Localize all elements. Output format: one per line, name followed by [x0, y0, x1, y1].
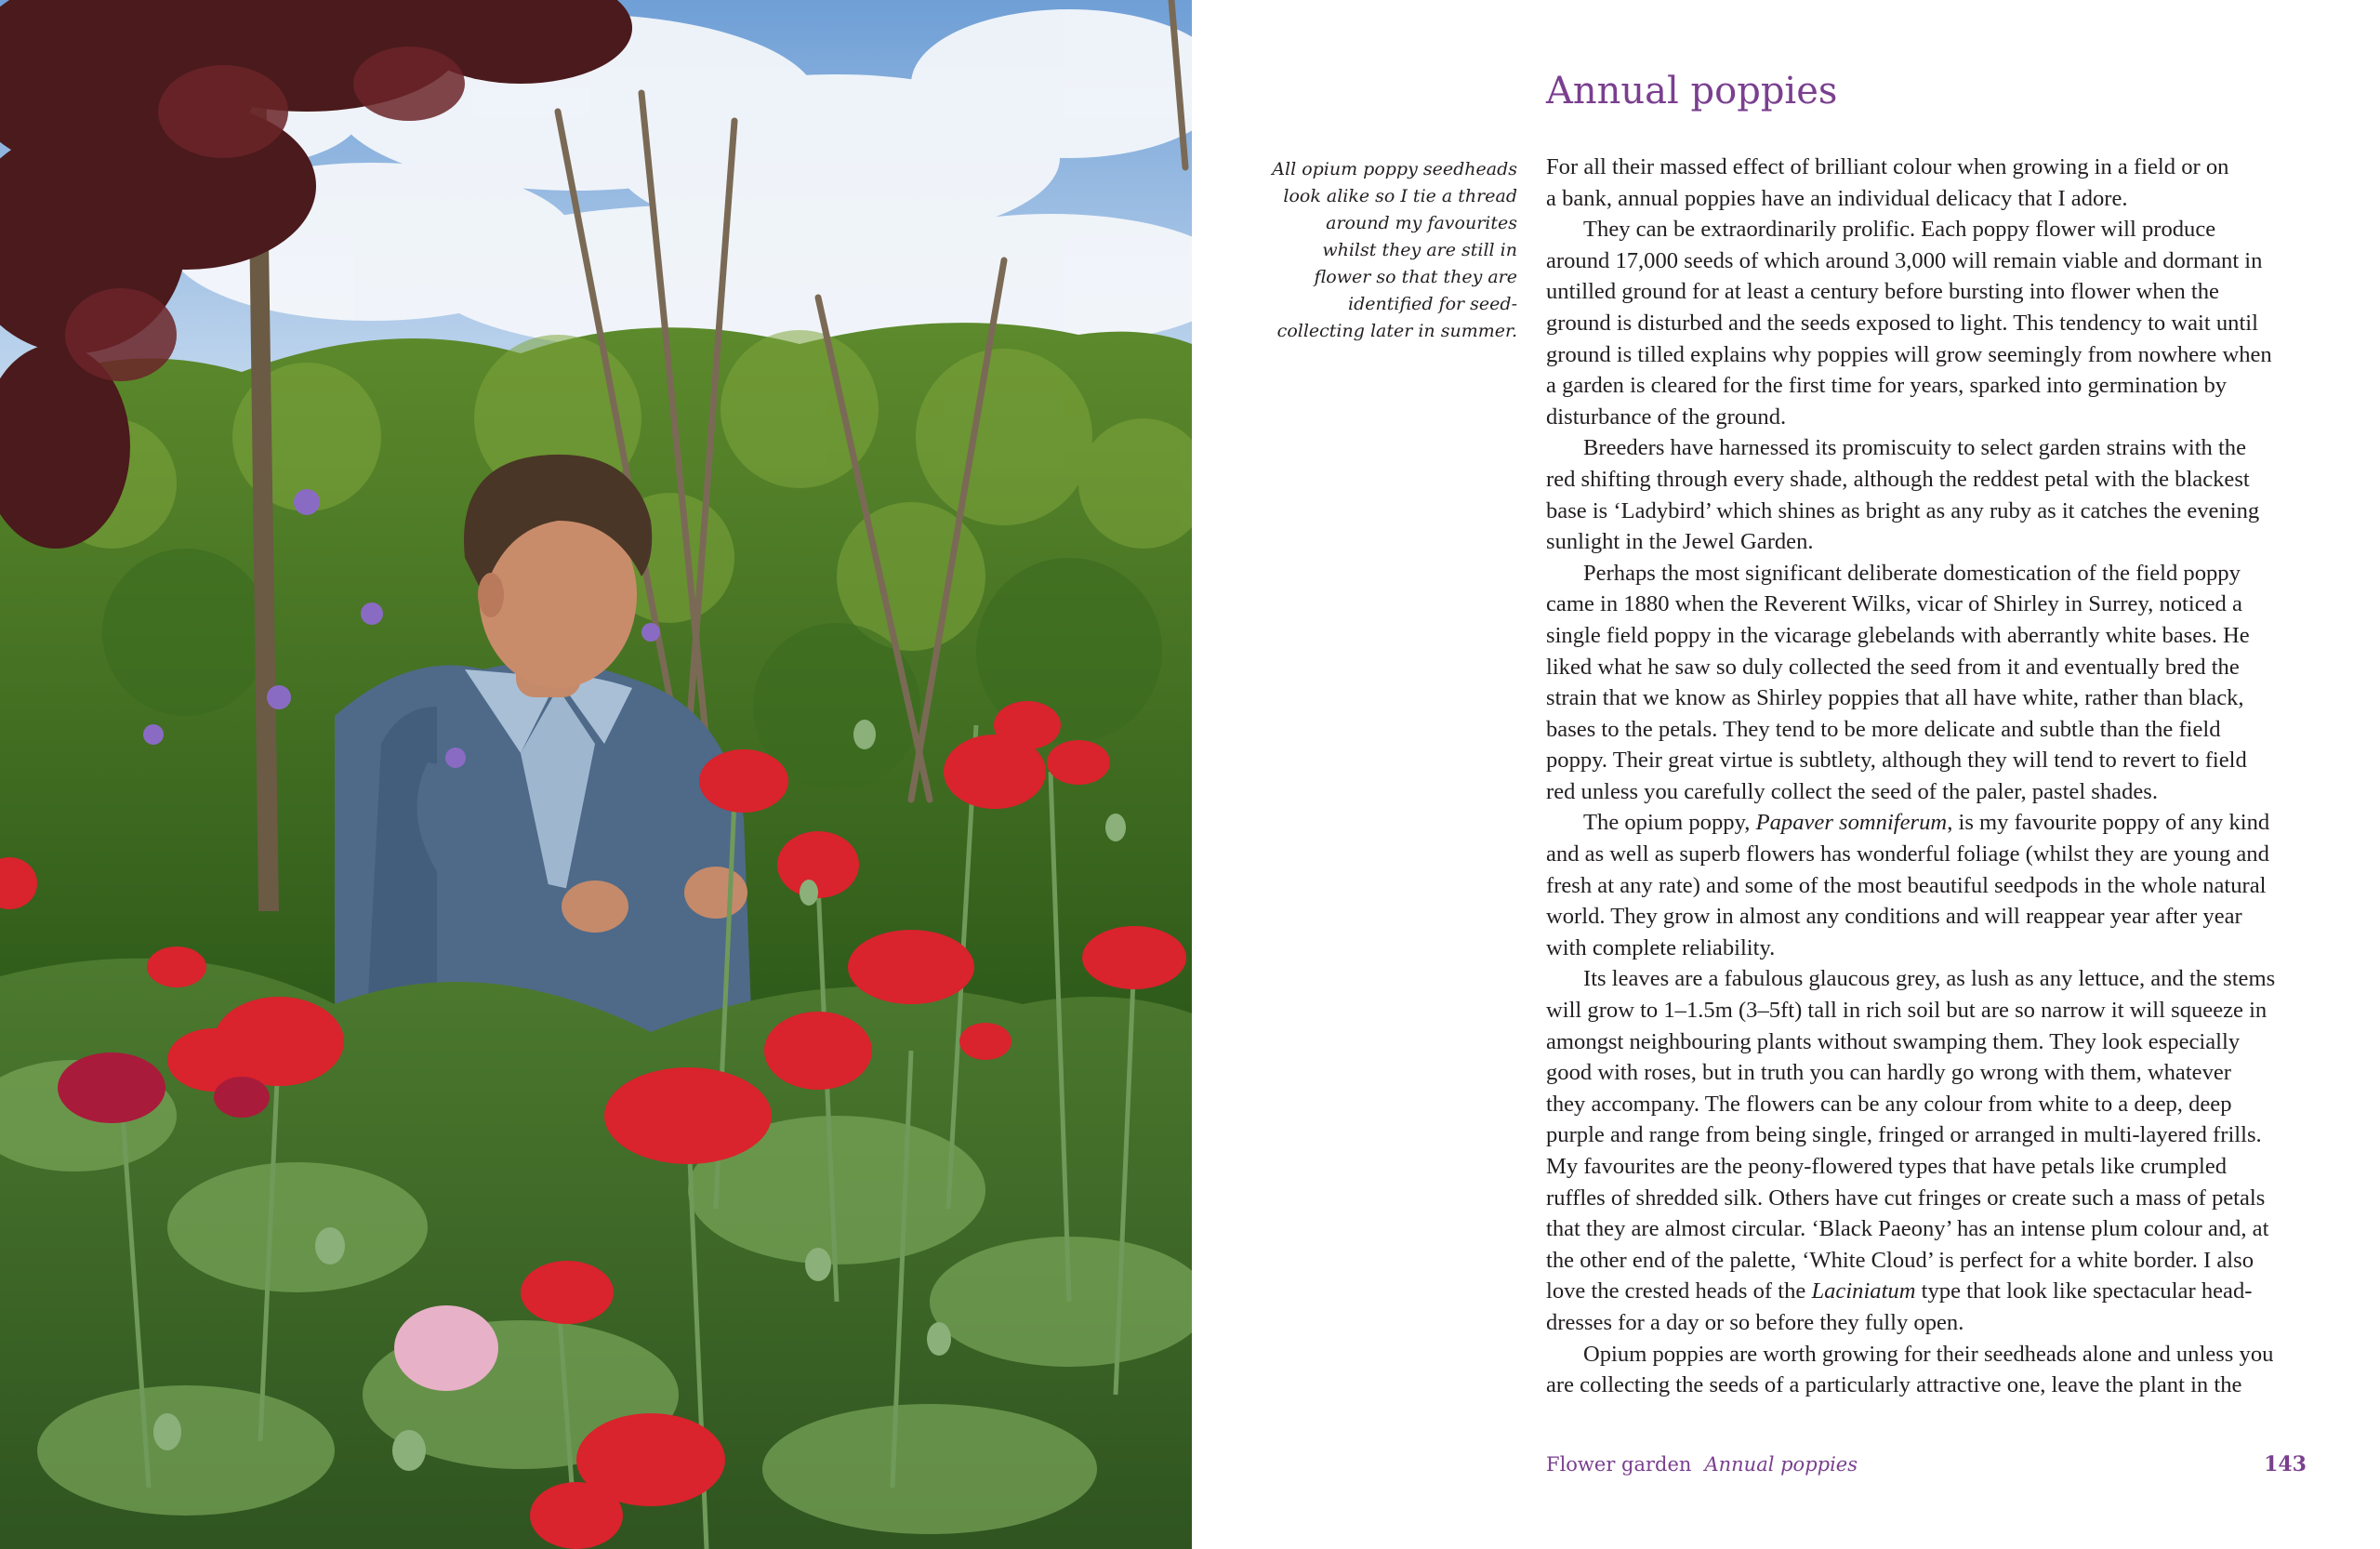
body-line: ground is disturbed and the seeds exposed to light. This tendency to wait until	[1546, 310, 2258, 336]
body-text: type that look like spectacular head-	[1915, 1278, 2253, 1304]
body-line: world. They grow in almost any conditions and will reappear year after year	[1546, 904, 2242, 930]
cultivar-type: Laciniatum	[1811, 1278, 1916, 1304]
body-text: The opium poppy,	[1583, 810, 1756, 836]
body-line: My favourites are the peony-flowered types that have petals like crumpled	[1546, 1154, 2228, 1179]
body-line: are collecting the seeds of a particularly attractive one, leave the plant in the	[1546, 1372, 2242, 1398]
body-line: poppy. Their great virtue is subtlety, although they will tend to revert to field	[1546, 748, 2247, 774]
body-line: red shifting through every shade, although the reddest petal with the blackest	[1546, 466, 2250, 492]
photo-caption	[1264, 156, 1517, 345]
body-line: the other end of the palette, ‘White Cloud’ is perfect for a white border. I also	[1546, 1247, 2254, 1273]
body-line: good with roses, but in truth you can hardly go wrong with them, whatever	[1546, 1060, 2231, 1086]
article-title: Annual poppies	[1546, 70, 1838, 113]
body-text: love the crested heads of the	[1546, 1278, 1812, 1304]
body-line: they accompany. The flowers can be any colour from white to a deep, deep	[1546, 1091, 2232, 1117]
body-line: and as well as superb flowers has wonderful foliage (whilst they are young and	[1546, 841, 2269, 867]
caption-line: All opium poppy seedheads	[1272, 159, 1517, 179]
body-line: ground is tilled explains why poppies will grow seemingly from nowhere when	[1546, 341, 2272, 367]
body-line: with complete reliability.	[1546, 934, 1776, 960]
body-line: fresh at any rate) and some of the most beautiful seedpods in the whole natural	[1546, 872, 2267, 898]
body-line: bases to the petals. They tend to be more delicate and subtle than the field	[1546, 716, 2221, 742]
caption-line: around my favourites	[1326, 213, 1517, 233]
body-line: sunlight in the Jewel Garden.	[1546, 529, 1814, 555]
species-name: Papaver somniferum	[1755, 810, 1948, 836]
body-line: liked what he saw so duly collected the seed from it and eventually bred the	[1546, 654, 2240, 680]
running-footer	[1546, 1448, 2307, 1481]
body-line: a garden is cleared for the first time for years, sparked into germination by	[1546, 373, 2228, 399]
body-line: untilled ground for at least a century before bursting into flower when the	[1546, 279, 2219, 305]
caption-line: identified for seed-	[1348, 294, 1517, 314]
body-line: dresses for a day or so before they fully open.	[1546, 1309, 1964, 1335]
body-line: base is ‘Ladybird’ which shines as bright as any ruby as it catches the evening	[1546, 497, 2260, 523]
body-line: will grow to 1–1.5m (3–5ft) tall in rich soil but are so narrow it will squeeze in	[1546, 998, 2268, 1024]
body-line: a bank, annual poppies have an individual delicacy that I adore.	[1546, 185, 2128, 211]
footer-section: Flower garden	[1546, 1453, 1692, 1476]
pink-poppy	[394, 1305, 498, 1391]
body-line: came in 1880 when the Reverent Wilks, vicar of Shirley in Surrey, noticed a	[1546, 591, 2242, 617]
body-line	[1546, 1276, 2318, 1307]
body-line: Perhaps the most significant deliberate domestication of the field poppy	[1583, 560, 2241, 586]
body-line: red unless you carefully collect the seed of the paler, pastel shades.	[1546, 778, 2159, 804]
body-line: They can be extraordinarily prolific. Each poppy flower will produce	[1583, 217, 2216, 243]
body-line: around 17,000 seeds of which around 3,000 will remain viable and dormant in	[1546, 247, 2263, 273]
footer-subsection: Annual poppies	[1704, 1453, 1858, 1476]
body-line: For all their massed effect of brilliant colour when growing in a field or on	[1546, 154, 2229, 179]
body-line: disturbance of the ground.	[1546, 404, 1787, 430]
body-line: strain that we know as Shirley poppies that all have white, rather than black,	[1546, 685, 2244, 711]
article-body	[1546, 152, 2318, 1401]
page-number: 143	[2264, 1452, 2307, 1476]
body-line: single field poppy in the vicarage glebelands with aberrantly white bases. He	[1546, 622, 2250, 648]
body-line: Breeders have harnessed its promiscuity to select garden strains with the	[1583, 435, 2247, 461]
body-text: , is my favourite poppy of any kind	[1947, 810, 2270, 836]
body-line	[1546, 807, 2318, 839]
caption-line: collecting later in summer.	[1276, 321, 1517, 341]
body-line: amongst neighbouring plants without swamping them. They look especially	[1546, 1028, 2241, 1054]
body-line: Its leaves are a fabulous glaucous grey, as lush as any lettuce, and the stems	[1583, 966, 2276, 992]
body-line: purple and range from being single, fringed or arranged in multi-layered frills.	[1546, 1122, 2262, 1148]
caption-line: flower so that they are	[1314, 267, 1517, 287]
caption-line: look alike so I tie a thread	[1283, 186, 1517, 206]
body-line: ruffles of shredded silk. Others have cut fringes or create such a mass of petals	[1546, 1185, 2266, 1211]
body-line: Opium poppies are worth growing for their seedheads alone and unless you	[1583, 1341, 2274, 1367]
body-line: that they are almost circular. ‘Black Paeony’ has an intense plum colour and, at	[1546, 1216, 2269, 1242]
caption-line: whilst they are still in	[1322, 240, 1517, 260]
